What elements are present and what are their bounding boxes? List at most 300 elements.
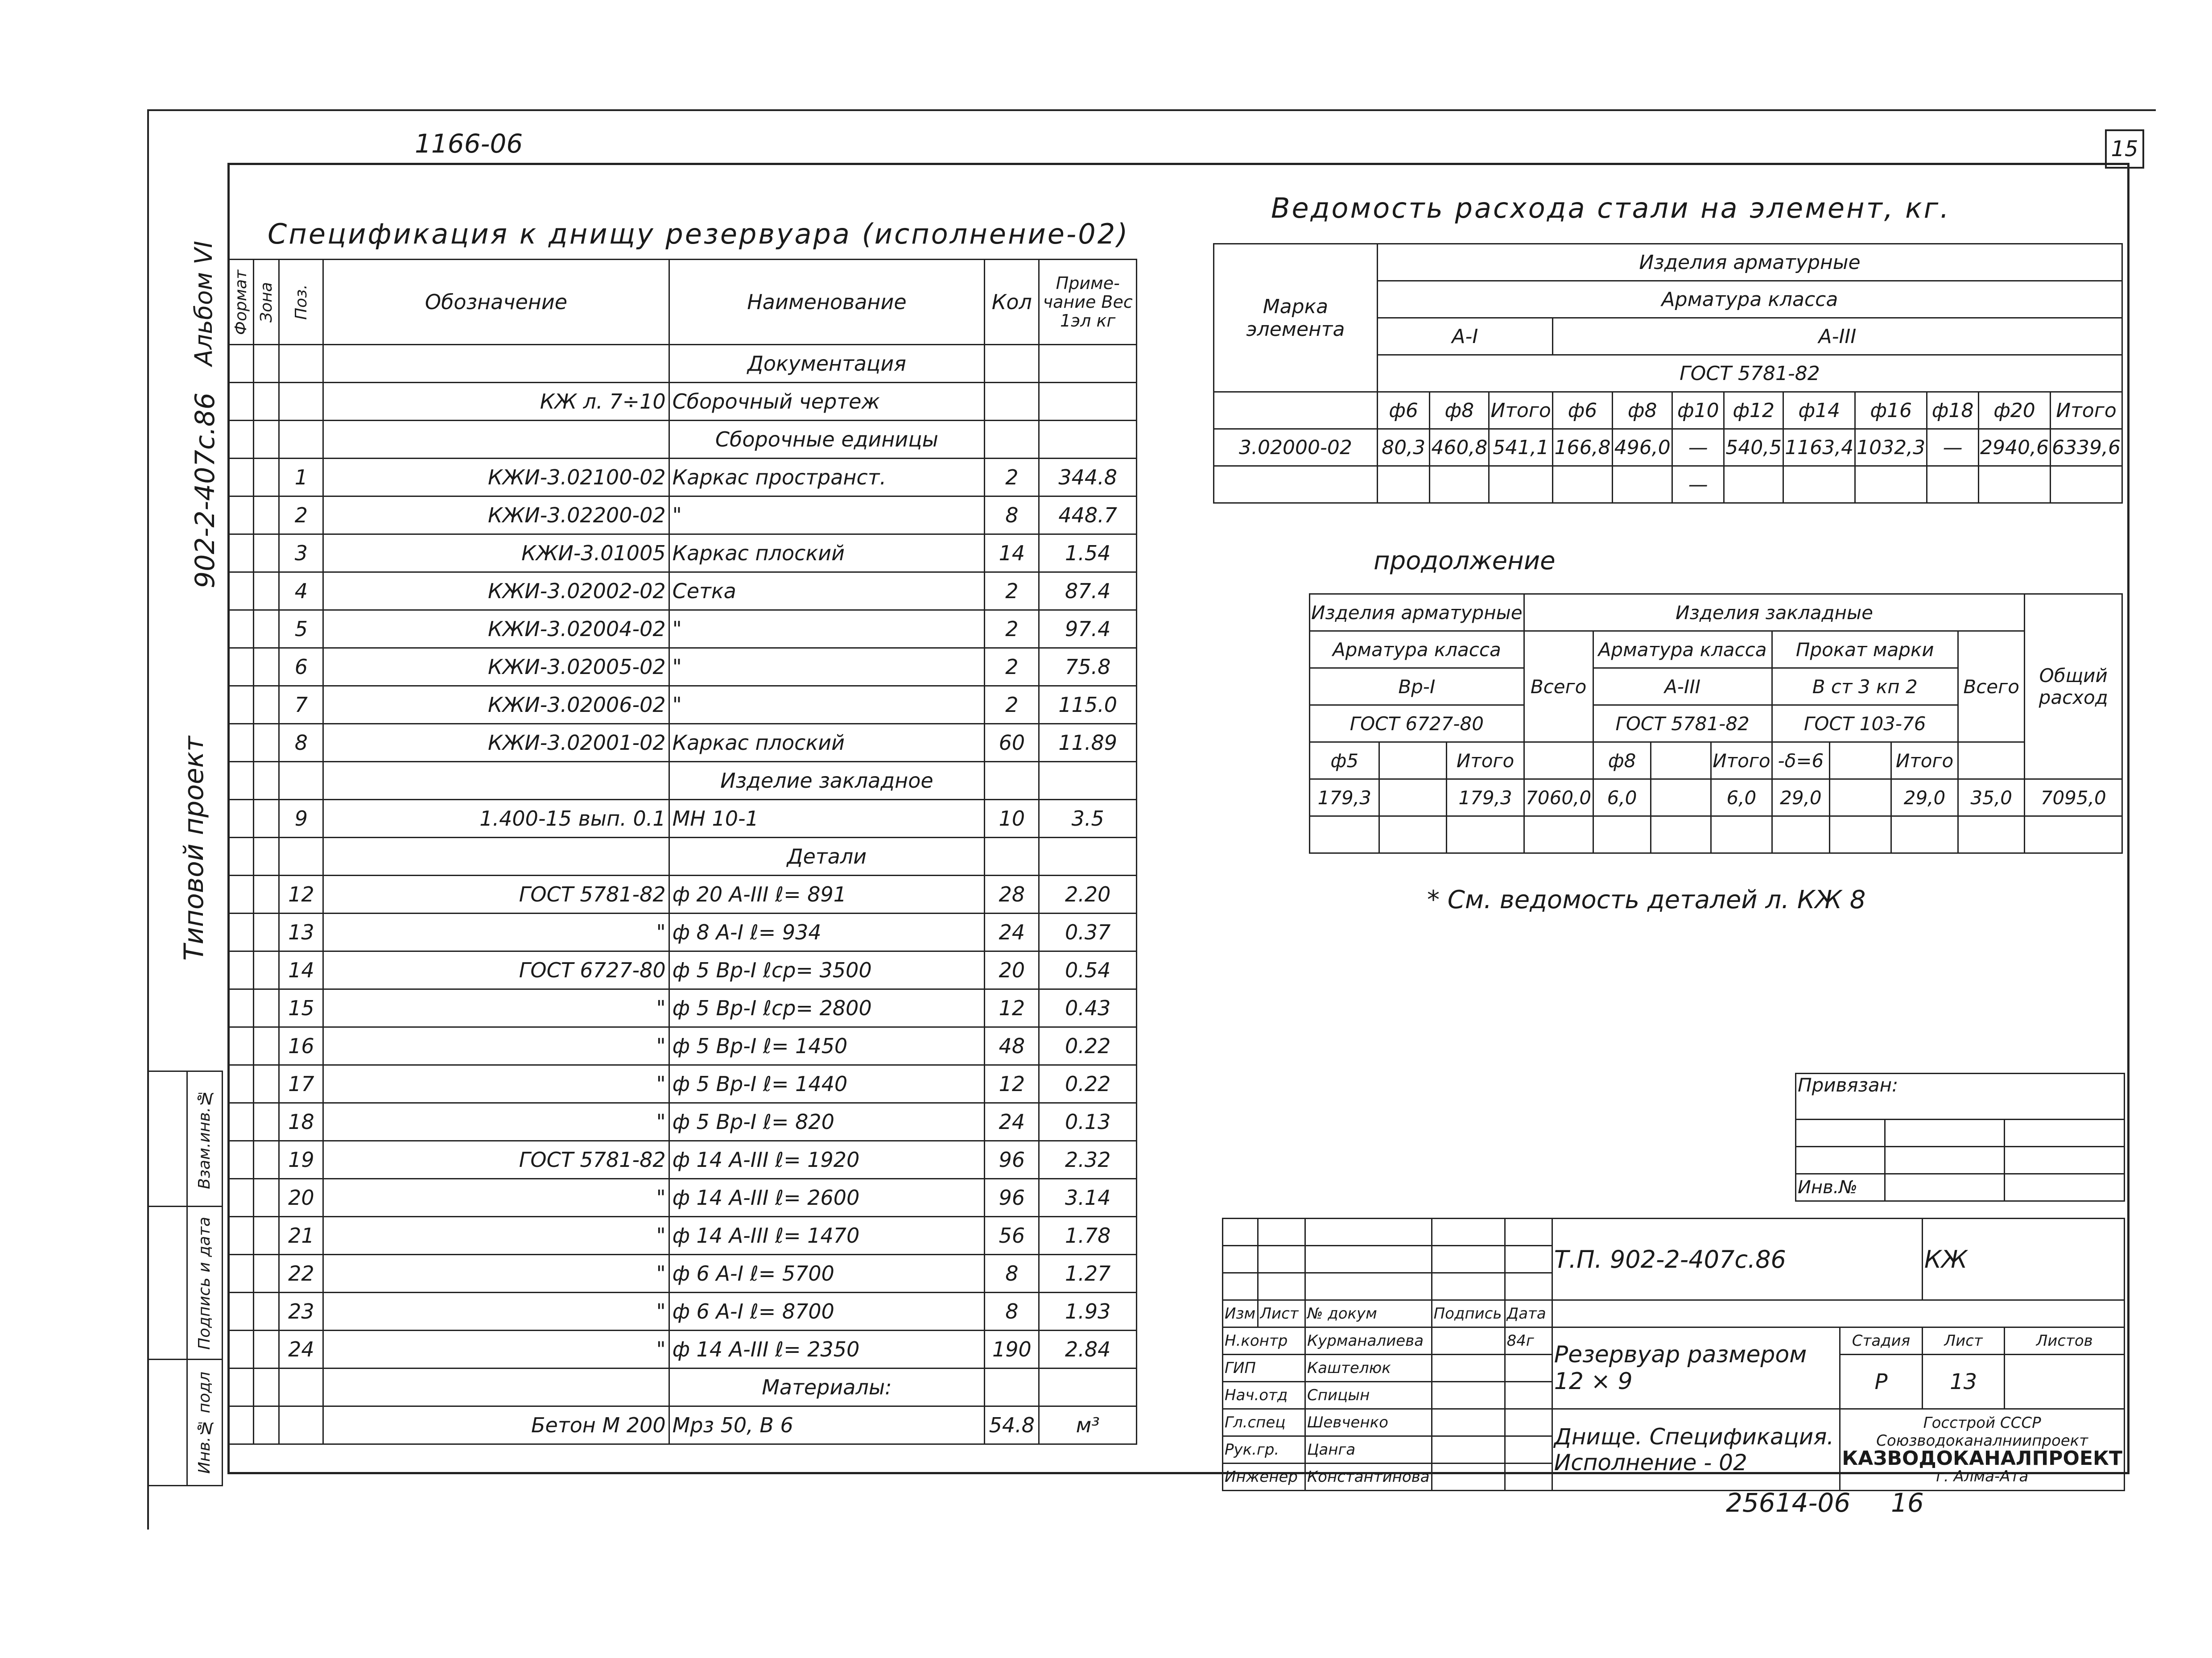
steel-col: ф6	[1552, 392, 1612, 429]
zone-cell	[254, 724, 279, 762]
designation-cell	[323, 762, 669, 800]
note-cell	[1039, 1369, 1137, 1406]
spec-row	[228, 724, 1137, 762]
steel-value: 6339,6	[2050, 429, 2122, 466]
steel-col: ф18	[1927, 392, 1979, 429]
format-cell	[228, 1293, 254, 1331]
person: Шевченко	[1305, 1409, 1432, 1436]
role: Гл.спец	[1223, 1409, 1305, 1436]
object-name: Резервуар размером 12 × 9	[1552, 1327, 1840, 1409]
steel-value: 460,8	[1430, 429, 1489, 466]
spec-row	[228, 876, 1137, 914]
format-cell	[228, 496, 254, 534]
col-format: Формат	[228, 260, 254, 345]
spec-title: Спецификация к днищу резервуара (исполнение-02)	[268, 218, 1130, 250]
signature	[1432, 1327, 1505, 1355]
zone-cell	[254, 876, 279, 914]
qty-cell: 2	[985, 459, 1039, 496]
zone-cell	[254, 1065, 279, 1103]
zone-cell	[254, 459, 279, 496]
person: Каштелюк	[1305, 1355, 1432, 1382]
cont-overall: Общий расход	[2025, 594, 2122, 779]
qty-cell	[985, 838, 1039, 876]
mark-header: Марка элемента	[1214, 244, 1378, 392]
qty-cell: 8	[985, 1255, 1039, 1293]
cont-prokat: Прокат марки	[1772, 631, 1958, 668]
qty-cell: 28	[985, 876, 1039, 914]
steel-value: 541,1	[1489, 429, 1553, 466]
steel-col: ф8	[1613, 392, 1672, 429]
format-cell	[228, 1369, 254, 1406]
designation-cell: ГОСТ 6727-80	[323, 951, 669, 989]
qty-cell	[985, 345, 1039, 383]
class-a1: А-I	[1377, 318, 1552, 355]
designation-cell: "	[323, 1179, 669, 1217]
continuation-title: продолжение	[1374, 546, 1556, 575]
spec-row	[228, 572, 1137, 610]
note-cell: 1.78	[1039, 1217, 1137, 1255]
name-cell: Каркас пространст.	[669, 459, 985, 496]
qty-cell	[985, 762, 1039, 800]
project-code: 902-2-407с.86	[190, 393, 221, 588]
designation-cell: "	[323, 1255, 669, 1293]
qty-cell: 56	[985, 1217, 1039, 1255]
cont-value: 179,3	[1310, 779, 1379, 816]
format-cell	[228, 686, 254, 724]
designation-cell: "	[323, 914, 669, 951]
steel-value: 496,0	[1613, 429, 1672, 466]
cont-gost5781: ГОСТ 5781-82	[1593, 705, 1772, 742]
steel-value: 166,8	[1552, 429, 1612, 466]
name-cell: ф 20 А-III ℓ= 891	[669, 876, 985, 914]
pos-cell: 9	[279, 800, 323, 838]
note-cell: 75.8	[1039, 648, 1137, 686]
cont-gost6727: ГОСТ 6727-80	[1310, 705, 1524, 742]
qty-cell: 96	[985, 1141, 1039, 1179]
name-cell: ф 14 А-III ℓ= 2600	[669, 1179, 985, 1217]
qty-cell: 8	[985, 1293, 1039, 1331]
spec-row	[228, 951, 1137, 989]
cont-value: 179,3	[1447, 779, 1524, 816]
designation-cell	[323, 1369, 669, 1406]
cont-col: Итого	[1891, 742, 1958, 779]
zone-cell	[254, 610, 279, 648]
spec-row	[228, 610, 1137, 648]
pos-cell: 17	[279, 1065, 323, 1103]
inventory-original-label: Инв.№ подл	[187, 1360, 222, 1486]
format-cell	[228, 951, 254, 989]
spec-row	[228, 1369, 1137, 1406]
pos-cell: 1	[279, 459, 323, 496]
spec-row	[228, 914, 1137, 951]
pos-cell: 19	[279, 1141, 323, 1179]
zone-cell	[254, 1217, 279, 1255]
name-cell: ф 8 А-I ℓ= 934	[669, 914, 985, 951]
name-cell: ф 5 Вр-I ℓср= 3500	[669, 951, 985, 989]
spec-row	[228, 1255, 1137, 1293]
spec-row	[228, 1065, 1137, 1103]
qty-cell: 2	[985, 610, 1039, 648]
replacement-inventory-label: Взам.инв.№	[187, 1071, 222, 1207]
steel-title: Ведомость расхода стали на элемент, кг.	[1271, 192, 1951, 224]
designation-cell: КЖИ-3.02002-02	[323, 572, 669, 610]
designation-cell	[323, 421, 669, 459]
spec-row	[228, 383, 1137, 421]
zone-cell	[254, 572, 279, 610]
name-cell: ф 5 Вр-I ℓ= 820	[669, 1103, 985, 1141]
designation-cell	[323, 838, 669, 876]
role: ГИП	[1223, 1355, 1305, 1382]
note-cell	[1039, 762, 1137, 800]
steel-value: 2940,6	[1979, 429, 2051, 466]
note-cell: 1.54	[1039, 534, 1137, 572]
pos-cell: 24	[279, 1331, 323, 1369]
zone-cell	[254, 800, 279, 838]
note-cell: 1.93	[1039, 1293, 1137, 1331]
qty-cell	[985, 1369, 1039, 1406]
cont-a3: А-III	[1593, 668, 1772, 705]
cont-value: 29,0	[1891, 779, 1958, 816]
name-cell: ф 6 А-I ℓ= 8700	[669, 1293, 985, 1331]
org-line1: Госстрой СССР	[1923, 1414, 2041, 1432]
note-cell: 11.89	[1039, 724, 1137, 762]
name-cell: ф 5 Вр-I ℓср= 2800	[669, 989, 985, 1027]
designation-cell: "	[323, 1027, 669, 1065]
signature-date-label: Подпись и дата	[187, 1207, 222, 1360]
pos-cell: 6	[279, 648, 323, 686]
name-cell: "	[669, 496, 985, 534]
designation-cell: КЖИ-3.02004-02	[323, 610, 669, 648]
designation-cell: КЖИ-3.02005-02	[323, 648, 669, 686]
zone-cell	[254, 421, 279, 459]
format-cell	[228, 1027, 254, 1065]
note-cell	[1039, 421, 1137, 459]
note-cell: 2.32	[1039, 1141, 1137, 1179]
cont-total: Всего	[1524, 631, 1593, 742]
format-cell	[228, 914, 254, 951]
format-cell	[228, 1217, 254, 1255]
cont-col: Итого	[1711, 742, 1772, 779]
steel-col: ф14	[1783, 392, 1855, 429]
format-cell	[228, 1103, 254, 1141]
organization	[1840, 1409, 2125, 1491]
pos-cell	[279, 345, 323, 383]
qty-cell: 54.8	[985, 1406, 1039, 1444]
name-cell: Изделие закладное	[669, 762, 985, 800]
format-cell	[228, 876, 254, 914]
designation-cell: "	[323, 1103, 669, 1141]
date: 84г	[1505, 1327, 1552, 1355]
title-block	[1222, 1218, 2125, 1491]
zone-cell	[254, 1293, 279, 1331]
spec-row	[228, 762, 1137, 800]
format-cell	[228, 1331, 254, 1369]
note-cell: 0.13	[1039, 1103, 1137, 1141]
side-stamp-strip	[147, 1071, 223, 1486]
pos-cell: 21	[279, 1217, 323, 1255]
project-type: Типовой проект	[178, 736, 210, 961]
cont-value: 7095,0	[2025, 779, 2122, 816]
zone-cell	[254, 686, 279, 724]
name-cell: ф 5 Вр-I ℓ= 1450	[669, 1027, 985, 1065]
qty-cell: 14	[985, 534, 1039, 572]
cont-value: 29,0	[1772, 779, 1830, 816]
format-cell	[228, 572, 254, 610]
steel-col: Итого	[2050, 392, 2122, 429]
designation-cell: ГОСТ 5781-82	[323, 1141, 669, 1179]
qty-cell: 10	[985, 800, 1039, 838]
steel-col: ф20	[1979, 392, 2051, 429]
sheet-title: Днище. Спецификация. Исполнение - 02	[1552, 1409, 1840, 1491]
format-cell	[228, 648, 254, 686]
name-cell: "	[669, 610, 985, 648]
format-cell	[228, 1141, 254, 1179]
format-cell	[228, 838, 254, 876]
zone-cell	[254, 1141, 279, 1179]
stage-value: Р	[1840, 1355, 1923, 1409]
qty-cell	[985, 383, 1039, 421]
tied-label: Привязан:	[1796, 1074, 2125, 1120]
org-line4: г. Алма-Ата	[1936, 1468, 2029, 1485]
name-cell: Сборочный чертеж	[669, 383, 985, 421]
pos-cell	[279, 838, 323, 876]
note-cell: м³	[1039, 1406, 1137, 1444]
pos-cell: 14	[279, 951, 323, 989]
col-pos: Поз.	[279, 260, 323, 345]
zone-cell	[254, 1103, 279, 1141]
steel-value: 80,3	[1377, 429, 1430, 466]
spec-row	[228, 421, 1137, 459]
format-cell	[228, 1255, 254, 1293]
designation-cell: "	[323, 989, 669, 1027]
qty-cell: 2	[985, 648, 1039, 686]
document-code: 1166-06	[415, 128, 523, 159]
designation-cell: "	[323, 1293, 669, 1331]
zone-cell	[254, 1406, 279, 1444]
col-zone: Зона	[254, 260, 279, 345]
pos-cell: 18	[279, 1103, 323, 1141]
cont-col: ф5	[1310, 742, 1379, 779]
spec-row	[228, 648, 1137, 686]
format-cell	[228, 1406, 254, 1444]
spec-row	[228, 1103, 1137, 1141]
zone-cell	[254, 762, 279, 800]
qty-cell: 48	[985, 1027, 1039, 1065]
spec-row	[228, 459, 1137, 496]
designation-cell	[323, 345, 669, 383]
designation-cell: КЖИ-3.02200-02	[323, 496, 669, 534]
details-note: * См. ведомость деталей л. КЖ 8	[1427, 885, 1866, 914]
spec-row	[228, 1027, 1137, 1065]
album-label: Альбом VI	[190, 241, 218, 366]
zone-cell	[254, 648, 279, 686]
designation-cell: КЖИ-3.02001-02	[323, 724, 669, 762]
person: Константинова	[1305, 1464, 1432, 1491]
steel-value: 1163,4	[1783, 429, 1855, 466]
name-cell: Детали	[669, 838, 985, 876]
col-qty: Кол	[985, 260, 1039, 345]
pos-cell	[279, 383, 323, 421]
steel-value: —	[1672, 429, 1724, 466]
role: Н.контр	[1223, 1327, 1305, 1355]
zone-cell	[254, 989, 279, 1027]
steel-col: ф8	[1430, 392, 1489, 429]
qty-cell: 20	[985, 951, 1039, 989]
note-cell	[1039, 383, 1137, 421]
pos-cell: 7	[279, 686, 323, 724]
format-cell	[228, 345, 254, 383]
zone-cell	[254, 496, 279, 534]
designation-cell: ГОСТ 5781-82	[323, 876, 669, 914]
steel-col: Итого	[1489, 392, 1553, 429]
cont-value: 6,0	[1711, 779, 1772, 816]
cont-value	[1651, 779, 1711, 816]
note-cell: 0.54	[1039, 951, 1137, 989]
reinforcement-group: Изделия арматурные	[1377, 244, 2122, 281]
sheet-value: 13	[1922, 1355, 2005, 1409]
steel-col: ф12	[1724, 392, 1783, 429]
col-name: Наименование	[669, 260, 985, 345]
cont-a-class2: Арматура класса	[1593, 631, 1772, 668]
steel-consumption-table	[1213, 243, 2123, 504]
steel-gost: ГОСТ 5781-82	[1377, 355, 2122, 392]
col-designation: Обозначение	[323, 260, 669, 345]
cont-a-class: Арматура класса	[1310, 631, 1524, 668]
steel-value: 1032,3	[1855, 429, 1927, 466]
qty-cell: 190	[985, 1331, 1039, 1369]
sheets-value	[2005, 1355, 2125, 1409]
designation-cell: КЖ л. 7÷10	[323, 383, 669, 421]
steel-col: ф10	[1672, 392, 1724, 429]
qty-cell: 2	[985, 572, 1039, 610]
note-cell: 448.7	[1039, 496, 1137, 534]
note-cell: 344.8	[1039, 459, 1137, 496]
name-cell: МН 10-1	[669, 800, 985, 838]
kzh-code: КЖ	[1922, 1219, 2124, 1300]
pos-cell: 13	[279, 914, 323, 951]
name-cell: Материалы:	[669, 1369, 985, 1406]
name-cell: ф 6 А-I ℓ= 5700	[669, 1255, 985, 1293]
cont-col	[1830, 742, 1891, 779]
zone-cell	[254, 838, 279, 876]
element-mark: 3.02000-02	[1214, 429, 1378, 466]
pos-cell	[279, 762, 323, 800]
cont-gost103: ГОСТ 103-76	[1772, 705, 1958, 742]
name-cell: Сборочные единицы	[669, 421, 985, 459]
cont-value: 35,0	[1958, 779, 2025, 816]
pos-cell	[279, 1406, 323, 1444]
spec-row	[228, 496, 1137, 534]
steel-col: ф16	[1855, 392, 1927, 429]
steel-value: —	[1927, 429, 1979, 466]
zone-cell	[254, 1179, 279, 1217]
format-cell	[228, 1065, 254, 1103]
org-line2: Союзводоканалниипроект	[1876, 1432, 2088, 1450]
zone-cell	[254, 345, 279, 383]
designation-cell: КЖИ-3.02006-02	[323, 686, 669, 724]
note-cell: 87.4	[1039, 572, 1137, 610]
spec-row	[228, 1179, 1137, 1217]
spec-row	[228, 686, 1137, 724]
qty-cell: 96	[985, 1179, 1039, 1217]
note-cell: 3.14	[1039, 1179, 1137, 1217]
pos-cell: 20	[279, 1179, 323, 1217]
role: Нач.отд	[1223, 1382, 1305, 1409]
designation-cell: КЖИ-3.01005	[323, 534, 669, 572]
tied-block	[1795, 1073, 2125, 1202]
spec-row	[228, 534, 1137, 572]
steel-dash: —	[1672, 466, 1724, 503]
continuation-table	[1309, 593, 2123, 854]
qty-cell: 60	[985, 724, 1039, 762]
designation-cell: "	[323, 1065, 669, 1103]
designation-cell: КЖИ-3.02100-02	[323, 459, 669, 496]
role: Рук.гр.	[1223, 1436, 1305, 1464]
zone-cell	[254, 1369, 279, 1406]
note-cell: 0.37	[1039, 914, 1137, 951]
format-cell	[228, 421, 254, 459]
note-cell: 2.84	[1039, 1331, 1137, 1369]
qty-cell: 8	[985, 496, 1039, 534]
pos-cell: 15	[279, 989, 323, 1027]
specification-table	[227, 259, 1137, 1445]
name-cell: "	[669, 648, 985, 686]
name-cell: ф 14 А-III ℓ= 2350	[669, 1331, 985, 1369]
cont-col: ф8	[1593, 742, 1651, 779]
name-cell: Документация	[669, 345, 985, 383]
pos-cell: 2	[279, 496, 323, 534]
qty-cell: 24	[985, 914, 1039, 951]
name-cell: Мрз 50, В 6	[669, 1406, 985, 1444]
pos-cell: 16	[279, 1027, 323, 1065]
role: Инженер	[1223, 1464, 1305, 1491]
person: Цанга	[1305, 1436, 1432, 1464]
pos-cell: 22	[279, 1255, 323, 1293]
pos-cell: 5	[279, 610, 323, 648]
pos-cell: 8	[279, 724, 323, 762]
designation-cell: Бетон М 200	[323, 1406, 669, 1444]
designation-cell: 1.400-15 вып. 0.1	[323, 800, 669, 838]
pos-cell: 23	[279, 1293, 323, 1331]
note-cell: 115.0	[1039, 686, 1137, 724]
qty-cell: 2	[985, 686, 1039, 724]
pos-cell: 3	[279, 534, 323, 572]
zone-cell	[254, 914, 279, 951]
cont-total2: Всего	[1958, 631, 2025, 742]
designation-cell: "	[323, 1331, 669, 1369]
note-cell: 2.20	[1039, 876, 1137, 914]
format-cell	[228, 989, 254, 1027]
tp-code: Т.П. 902-2-407с.86	[1552, 1219, 1922, 1300]
zone-cell	[254, 534, 279, 572]
stamp-col: № докум	[1305, 1300, 1432, 1327]
person: Курманалиева	[1305, 1327, 1432, 1355]
format-cell	[228, 383, 254, 421]
note-cell	[1039, 345, 1137, 383]
pos-cell	[279, 1369, 323, 1406]
cont-vr: Вр-I	[1310, 668, 1524, 705]
qty-cell: 24	[985, 1103, 1039, 1141]
name-cell: Каркас плоский	[669, 724, 985, 762]
format-cell	[228, 800, 254, 838]
qty-cell	[985, 421, 1039, 459]
zone-cell	[254, 951, 279, 989]
cont-col: Итого	[1447, 742, 1524, 779]
designation-cell: "	[323, 1217, 669, 1255]
pos-cell: 12	[279, 876, 323, 914]
note-cell: 0.22	[1039, 1065, 1137, 1103]
name-cell: ф 14 А-III ℓ= 1470	[669, 1217, 985, 1255]
